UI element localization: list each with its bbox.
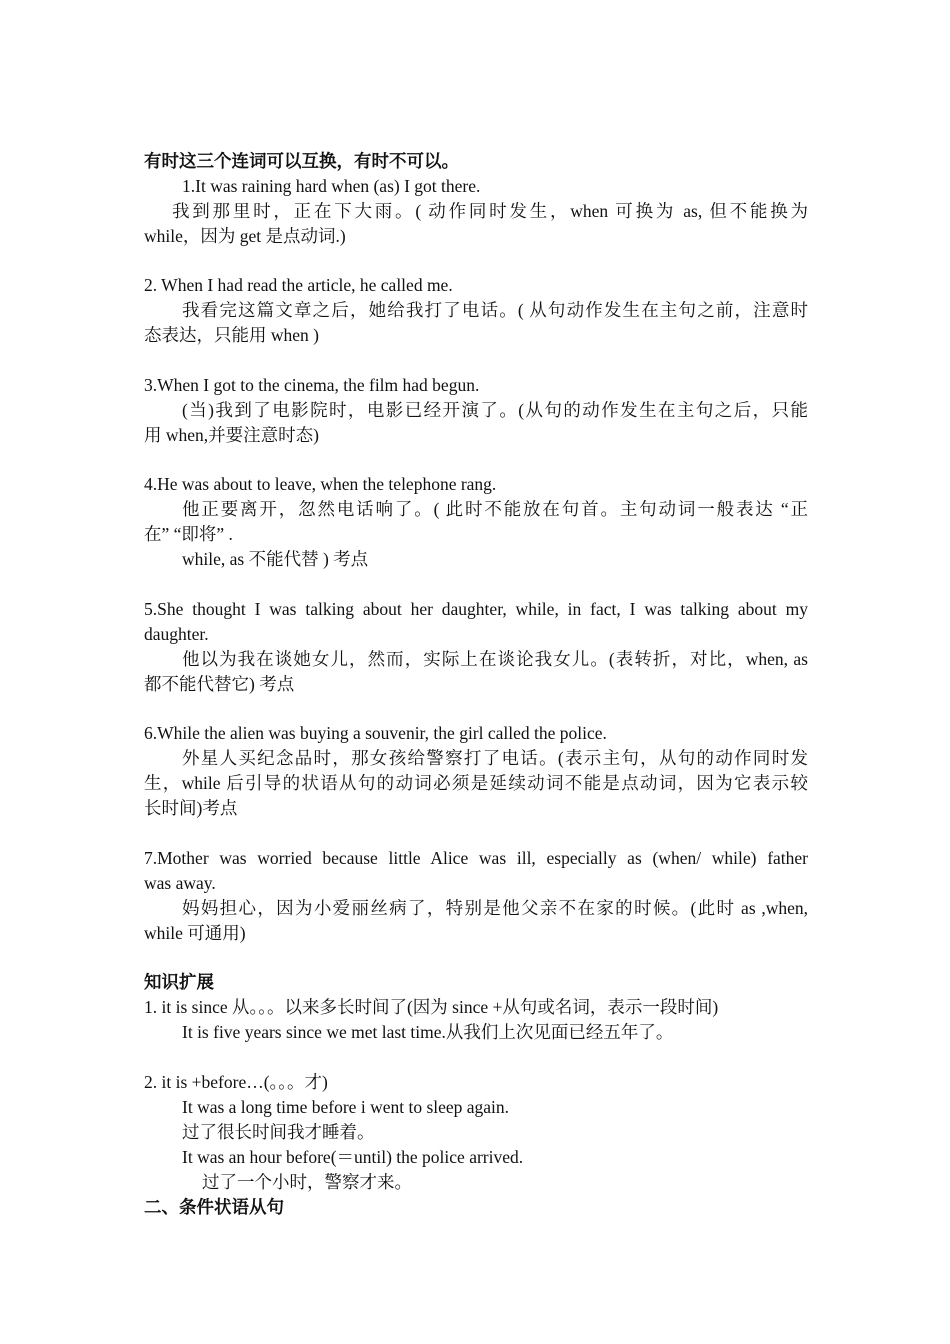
example-sentence: 6.While the alien was buying a souvenir, the girl called the police. bbox=[144, 723, 607, 743]
example-sentence: 5.She thought I was talking about her daughter, while, in fact, I was talking about my bbox=[144, 599, 808, 619]
example-sentence: It was an hour before(＝until) the police arrived. bbox=[182, 1147, 524, 1167]
example-note: 外星人买纪念品时，那女孩给警察打了电话。(表示主句，从句的动作同时发 bbox=[182, 748, 808, 768]
rule-line: 1. it is since 从。。。以来多长时间了(因为 since +从句或名词，表示一段时间) bbox=[144, 997, 719, 1017]
example-sentence: daughter. bbox=[144, 624, 209, 644]
example-note: (当)我到了电影院时，电影已经开演了。(从句的动作发生在主句之后，只能 bbox=[182, 400, 808, 420]
example-note: 长时间)考点 bbox=[144, 798, 238, 818]
example-translation: 过了很长时间我才睡着。 bbox=[182, 1122, 375, 1142]
example-note: 生，while 后引导的状语从句的动词必须是延续动词不能是点动词，因为它表示较 bbox=[144, 773, 808, 793]
example-sentence: 4.He was about to leave, when the telephone rang. bbox=[144, 474, 497, 494]
example-translation: 过了一个小时，警察才来。 bbox=[202, 1172, 412, 1192]
example-sentence: was away. bbox=[144, 873, 216, 893]
example-note: 我到那里时，正在下大雨。( 动作同时发生，when 可换为 as, 但不能换为 bbox=[172, 201, 808, 221]
example-note: 在” “即将” . bbox=[144, 524, 233, 544]
example-note: 他以为我在谈她女儿，然而，实际上在谈论我女儿。(表转折，对比，when, as bbox=[182, 649, 808, 669]
section-heading: 知识扩展 bbox=[144, 972, 214, 992]
example-sentence: It was a long time before i went to sleep again. bbox=[182, 1097, 510, 1117]
example-note: 妈妈担心，因为小爱丽丝病了，特别是他父亲不在家的时候。(此时 as ,when, bbox=[182, 898, 808, 918]
example-sentence: 1.It was raining hard when (as) I got there. bbox=[182, 176, 481, 196]
example-note: while, as 不能代替 ) 考点 bbox=[182, 549, 369, 569]
example-note: 态表达，只能用 when ) bbox=[144, 325, 319, 345]
section-heading: 有时这三个连词可以互换，有时不可以。 bbox=[144, 151, 459, 171]
example-note: 都不能代替它) 考点 bbox=[144, 674, 295, 694]
example-note: 他正要离开，忽然电话响了。( 此时不能放在句首。主句动词一般表达 “正 bbox=[182, 499, 808, 519]
example-note: 用 when,并要注意时态) bbox=[144, 425, 319, 445]
example-sentence: 3.When I got to the cinema, the film had begun. bbox=[144, 375, 480, 395]
example-sentence: 2. When I had read the article, he called me. bbox=[144, 275, 453, 295]
example-sentence: 7.Mother was worried because little Alice was ill, especially as (when/ while) father bbox=[144, 848, 808, 868]
rule-line: 2. it is +before…(。。。才) bbox=[144, 1072, 328, 1092]
example-note: while，因为 get 是点动词.) bbox=[144, 226, 346, 246]
example-sentence: It is five years since we met last time.从我们上次见面已经五年了。 bbox=[182, 1022, 674, 1042]
example-note: 我看完这篇文章之后，她给我打了电话。( 从句动作发生在主句之前，注意时 bbox=[182, 300, 808, 320]
section-heading: 二、条件状语从句 bbox=[144, 1197, 284, 1217]
example-note: while 可通用) bbox=[144, 923, 246, 943]
